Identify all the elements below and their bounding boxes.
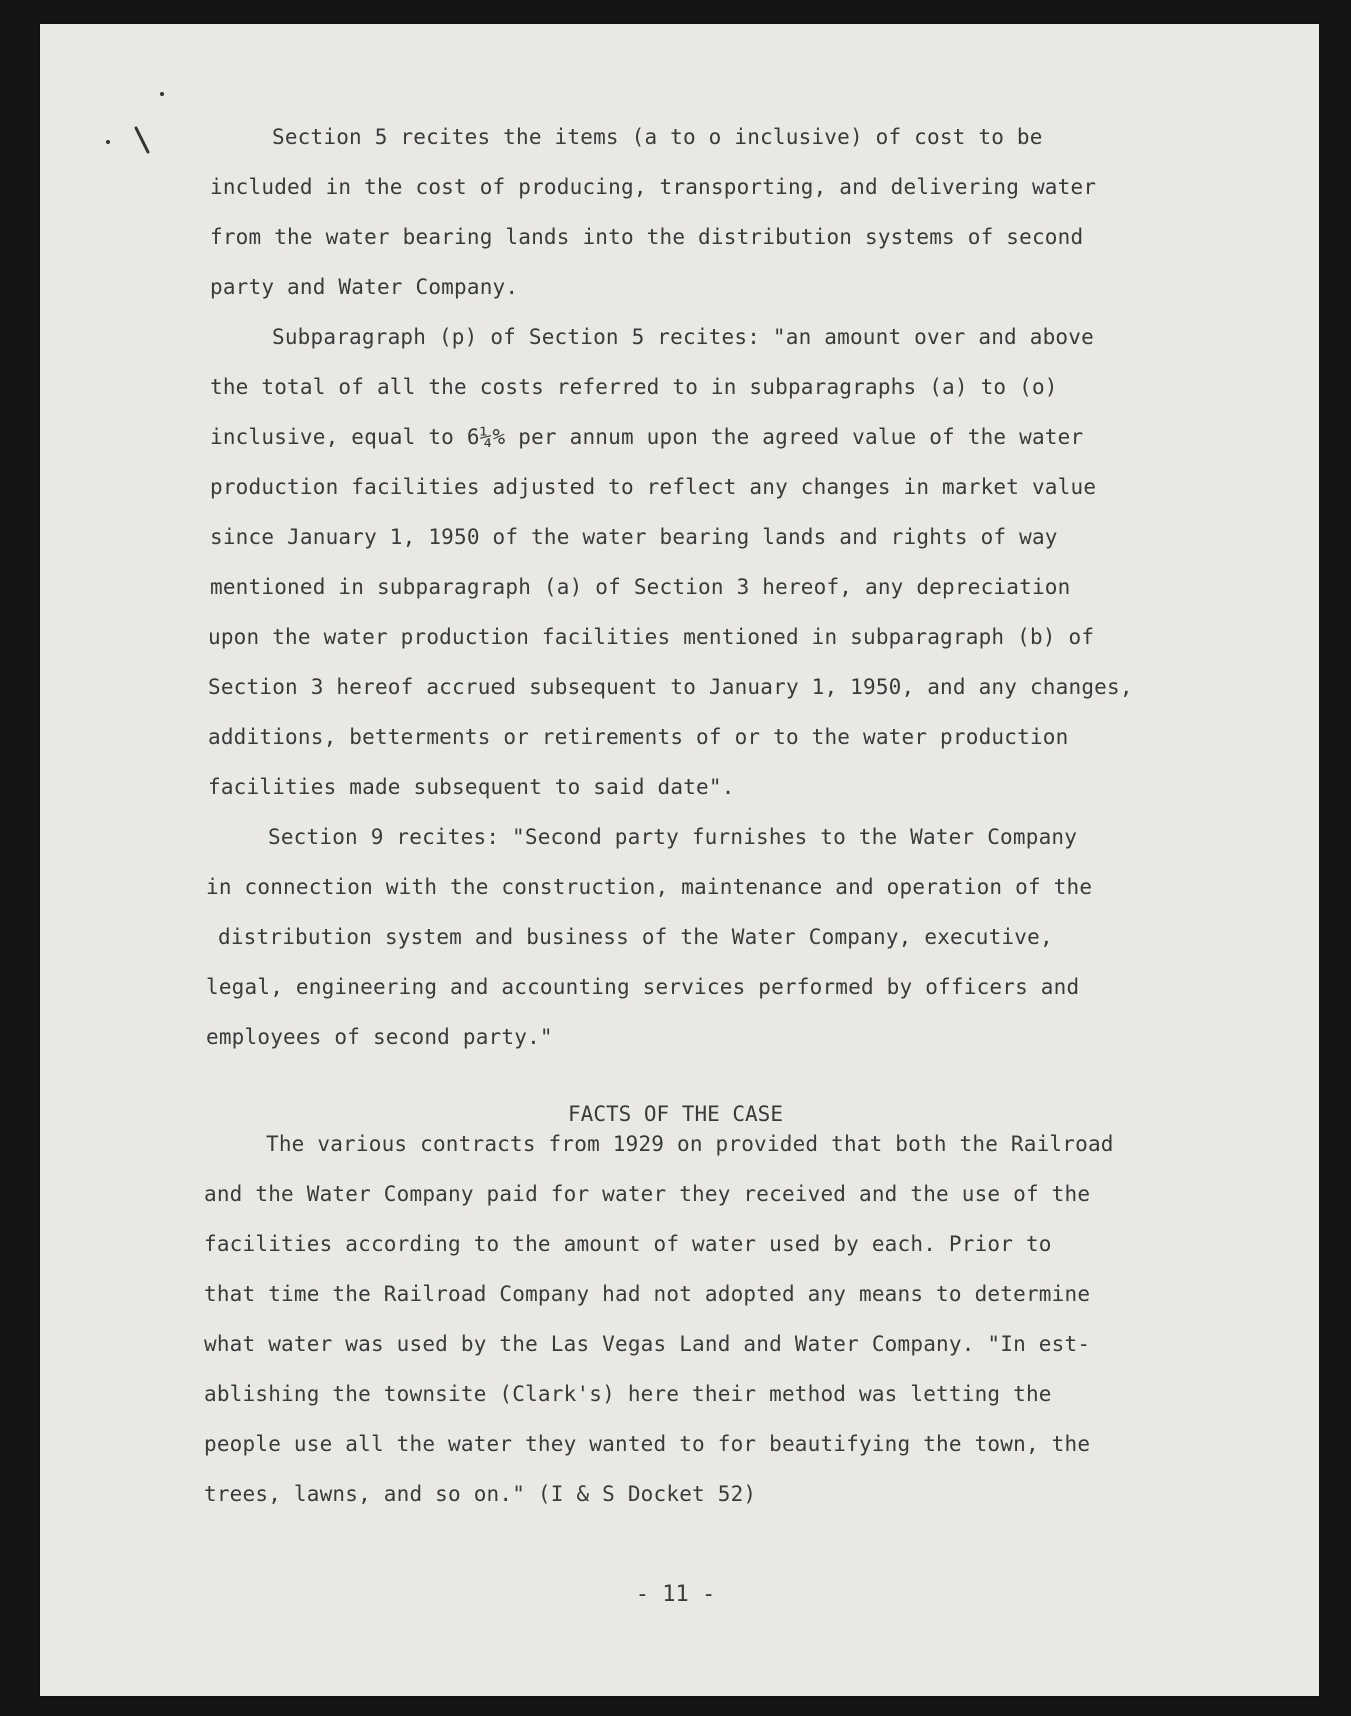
text-line: since January 1, 1950 of the water bearing lands and rights of way: [210, 525, 1058, 549]
text-line: from the water bearing lands into the distribution systems of second: [210, 225, 1084, 249]
text-line: additions, betterments or retirements of or to the water production: [208, 725, 1069, 749]
margin-marks: [98, 80, 168, 160]
text-line: Subparagraph (p) of Section 5 recites: "an amount over and above: [272, 325, 1094, 349]
text-line: what water was used by the Las Vegas Land and Water Company. "In est-: [204, 1332, 1091, 1356]
text-line: inclusive, equal to 6¼% per annum upon the agreed value of the water: [210, 425, 1084, 449]
page-number: - 11 -: [635, 1582, 716, 1607]
text-line: trees, lawns, and so on." (I & S Docket 52): [204, 1482, 757, 1506]
text-line: in connection with the construction, maintenance and operation of the: [206, 875, 1093, 899]
text-line: Section 5 recites the items (a to o inclusive) of cost to be: [272, 125, 1043, 149]
text-line: production facilities adjusted to reflect any changes in market value: [210, 475, 1097, 499]
text-line: mentioned in subparagraph (a) of Section 3 hereof, any depreciation: [210, 575, 1071, 599]
text-line: Section 3 hereof accrued subsequent to January 1, 1950, and any changes,: [208, 675, 1133, 699]
text-line: The various contracts from 1929 on provided that both the Railroad: [266, 1132, 1114, 1156]
text-line: and the Water Company paid for water they received and the use of the: [204, 1182, 1091, 1206]
text-line: legal, engineering and accounting services performed by officers and: [206, 975, 1080, 999]
text-line: people use all the water they wanted to for beautifying the town, the: [204, 1432, 1091, 1456]
text-line: employees of second party.": [206, 1025, 553, 1049]
text-line: Section 9 recites: "Second party furnishes to the Water Company: [268, 825, 1078, 849]
text-line: party and Water Company.: [210, 275, 519, 299]
text-line: the total of all the costs referred to in subparagraphs (a) to (o): [210, 375, 1058, 399]
text-line: included in the cost of producing, transporting, and delivering water: [210, 175, 1097, 199]
text-line: that time the Railroad Company had not adopted any means to determine: [204, 1282, 1091, 1306]
section-heading: FACTS OF THE CASE: [568, 1102, 783, 1126]
text-line: distribution system and business of the Water Company, executive,: [218, 925, 1053, 949]
text-line: ablishing the townsite (Clark's) here their method was letting the: [204, 1382, 1052, 1406]
text-line: upon the water production facilities mentioned in subparagraph (b) of: [208, 625, 1095, 649]
text-line: facilities made subsequent to said date".: [208, 775, 735, 799]
text-line: facilities according to the amount of water used by each. Prior to: [204, 1232, 1052, 1256]
